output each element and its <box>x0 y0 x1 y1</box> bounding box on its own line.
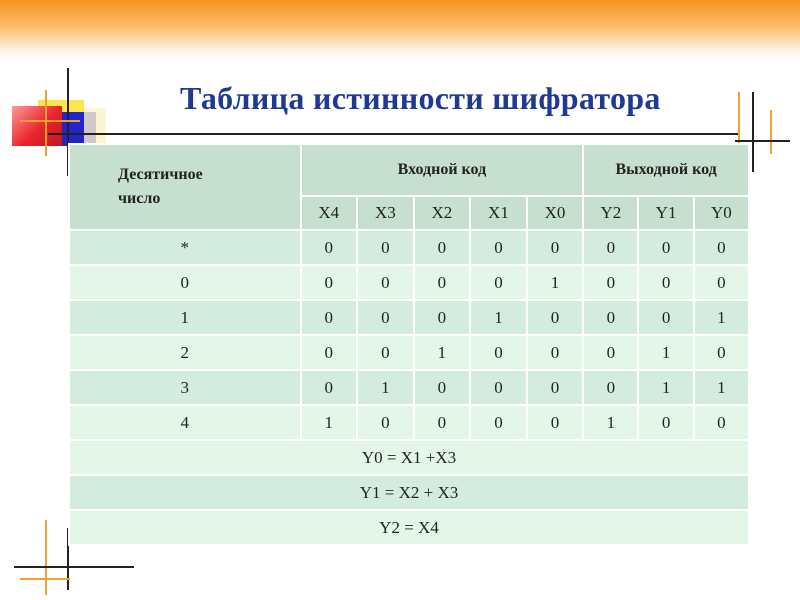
input-cell: 0 <box>414 300 471 335</box>
truth-table <box>68 143 750 546</box>
decimal-cell: 1 <box>69 300 301 335</box>
input-cell: 0 <box>301 370 358 405</box>
output-cell: 0 <box>638 300 693 335</box>
input-cell: 1 <box>414 335 471 370</box>
input-cell: 0 <box>301 230 358 265</box>
input-cell: 0 <box>357 405 414 440</box>
output-cell: 0 <box>638 265 693 300</box>
input-cell: 0 <box>527 230 584 265</box>
output-cell: 0 <box>694 230 749 265</box>
equation-row <box>69 475 749 510</box>
output-cell: 0 <box>694 265 749 300</box>
input-cell: 0 <box>414 370 471 405</box>
input-cell: 0 <box>301 300 358 335</box>
col-y2: Y2 <box>583 196 638 230</box>
slide-title: Таблица истинности шифратора <box>180 80 661 116</box>
output-cell: 0 <box>583 230 638 265</box>
decimal-cell: 3 <box>69 370 301 405</box>
output-cell: 0 <box>638 230 693 265</box>
input-cell: 0 <box>357 230 414 265</box>
deco-red-square <box>12 106 62 146</box>
table-row <box>69 405 749 440</box>
deco-line-orange-right-2 <box>770 110 772 154</box>
table-row <box>69 230 749 265</box>
table-row <box>69 300 749 335</box>
col-y1: Y1 <box>638 196 693 230</box>
input-cell: 0 <box>414 405 471 440</box>
deco-line-orange-bottom-left <box>45 520 47 595</box>
input-cell: 0 <box>470 370 527 405</box>
output-cell: 0 <box>583 300 638 335</box>
output-code-header: Выходной код <box>583 144 749 196</box>
col-x2: X2 <box>414 196 471 230</box>
table-row <box>69 335 749 370</box>
input-cell: 0 <box>527 335 584 370</box>
top-gradient-band <box>0 0 800 60</box>
input-cell: 0 <box>414 230 471 265</box>
deco-line-orange-bottom-left-h <box>20 578 70 580</box>
input-cell: 0 <box>470 405 527 440</box>
deco-line-horizontal-right <box>735 140 790 142</box>
decimal-header <box>69 144 301 230</box>
input-cell: 0 <box>527 370 584 405</box>
equation-row <box>69 510 749 545</box>
input-cell: 0 <box>357 335 414 370</box>
output-cell: 1 <box>638 370 693 405</box>
decimal-header-line1: Десятичное <box>118 166 203 183</box>
deco-line-vertical-right <box>752 92 754 172</box>
deco-line-orange-left-h <box>20 120 80 122</box>
deco-line-horizontal-left <box>48 133 738 135</box>
output-cell: 0 <box>638 405 693 440</box>
output-cell: 1 <box>638 335 693 370</box>
decimal-cell: * <box>69 230 301 265</box>
col-y0: Y0 <box>694 196 749 230</box>
output-cell: 0 <box>583 335 638 370</box>
output-cell: 0 <box>583 265 638 300</box>
input-cell: 0 <box>357 300 414 335</box>
decimal-cell: 0 <box>69 265 301 300</box>
input-code-header: Входной код <box>301 144 584 196</box>
output-cell: 1 <box>583 405 638 440</box>
decimal-cell: 4 <box>69 405 301 440</box>
deco-pale-square <box>84 108 106 144</box>
input-cell: 0 <box>470 230 527 265</box>
input-cell: 0 <box>527 300 584 335</box>
input-cell: 0 <box>357 265 414 300</box>
col-x3: X3 <box>357 196 414 230</box>
col-x1: X1 <box>470 196 527 230</box>
input-cell: 0 <box>414 265 471 300</box>
equation-y1: Y1 = X2 + X3 <box>69 475 749 510</box>
equation-row <box>69 440 749 475</box>
col-x4: X4 <box>301 196 358 230</box>
col-x0: X0 <box>527 196 584 230</box>
input-cell: 0 <box>470 265 527 300</box>
input-cell: 0 <box>470 335 527 370</box>
input-cell: 0 <box>527 405 584 440</box>
deco-line-horizontal-bottom-left <box>14 566 134 568</box>
output-cell: 1 <box>694 370 749 405</box>
equation-y2: Y2 = X4 <box>69 510 749 545</box>
output-cell: 0 <box>694 405 749 440</box>
input-cell: 1 <box>527 265 584 300</box>
output-cell: 1 <box>694 300 749 335</box>
decimal-header-line2: число <box>118 190 161 207</box>
decimal-cell: 2 <box>69 335 301 370</box>
input-cell: 1 <box>357 370 414 405</box>
output-cell: 0 <box>694 335 749 370</box>
input-cell: 1 <box>301 405 358 440</box>
input-cell: 0 <box>301 335 358 370</box>
deco-line-orange-left <box>45 90 47 156</box>
equation-y0: Y0 = X1 +X3 <box>69 440 749 475</box>
output-cell: 0 <box>583 370 638 405</box>
table-header-row <box>69 144 749 196</box>
input-cell: 1 <box>470 300 527 335</box>
table-row <box>69 265 749 300</box>
table-row <box>69 370 749 405</box>
input-cell: 0 <box>301 265 358 300</box>
